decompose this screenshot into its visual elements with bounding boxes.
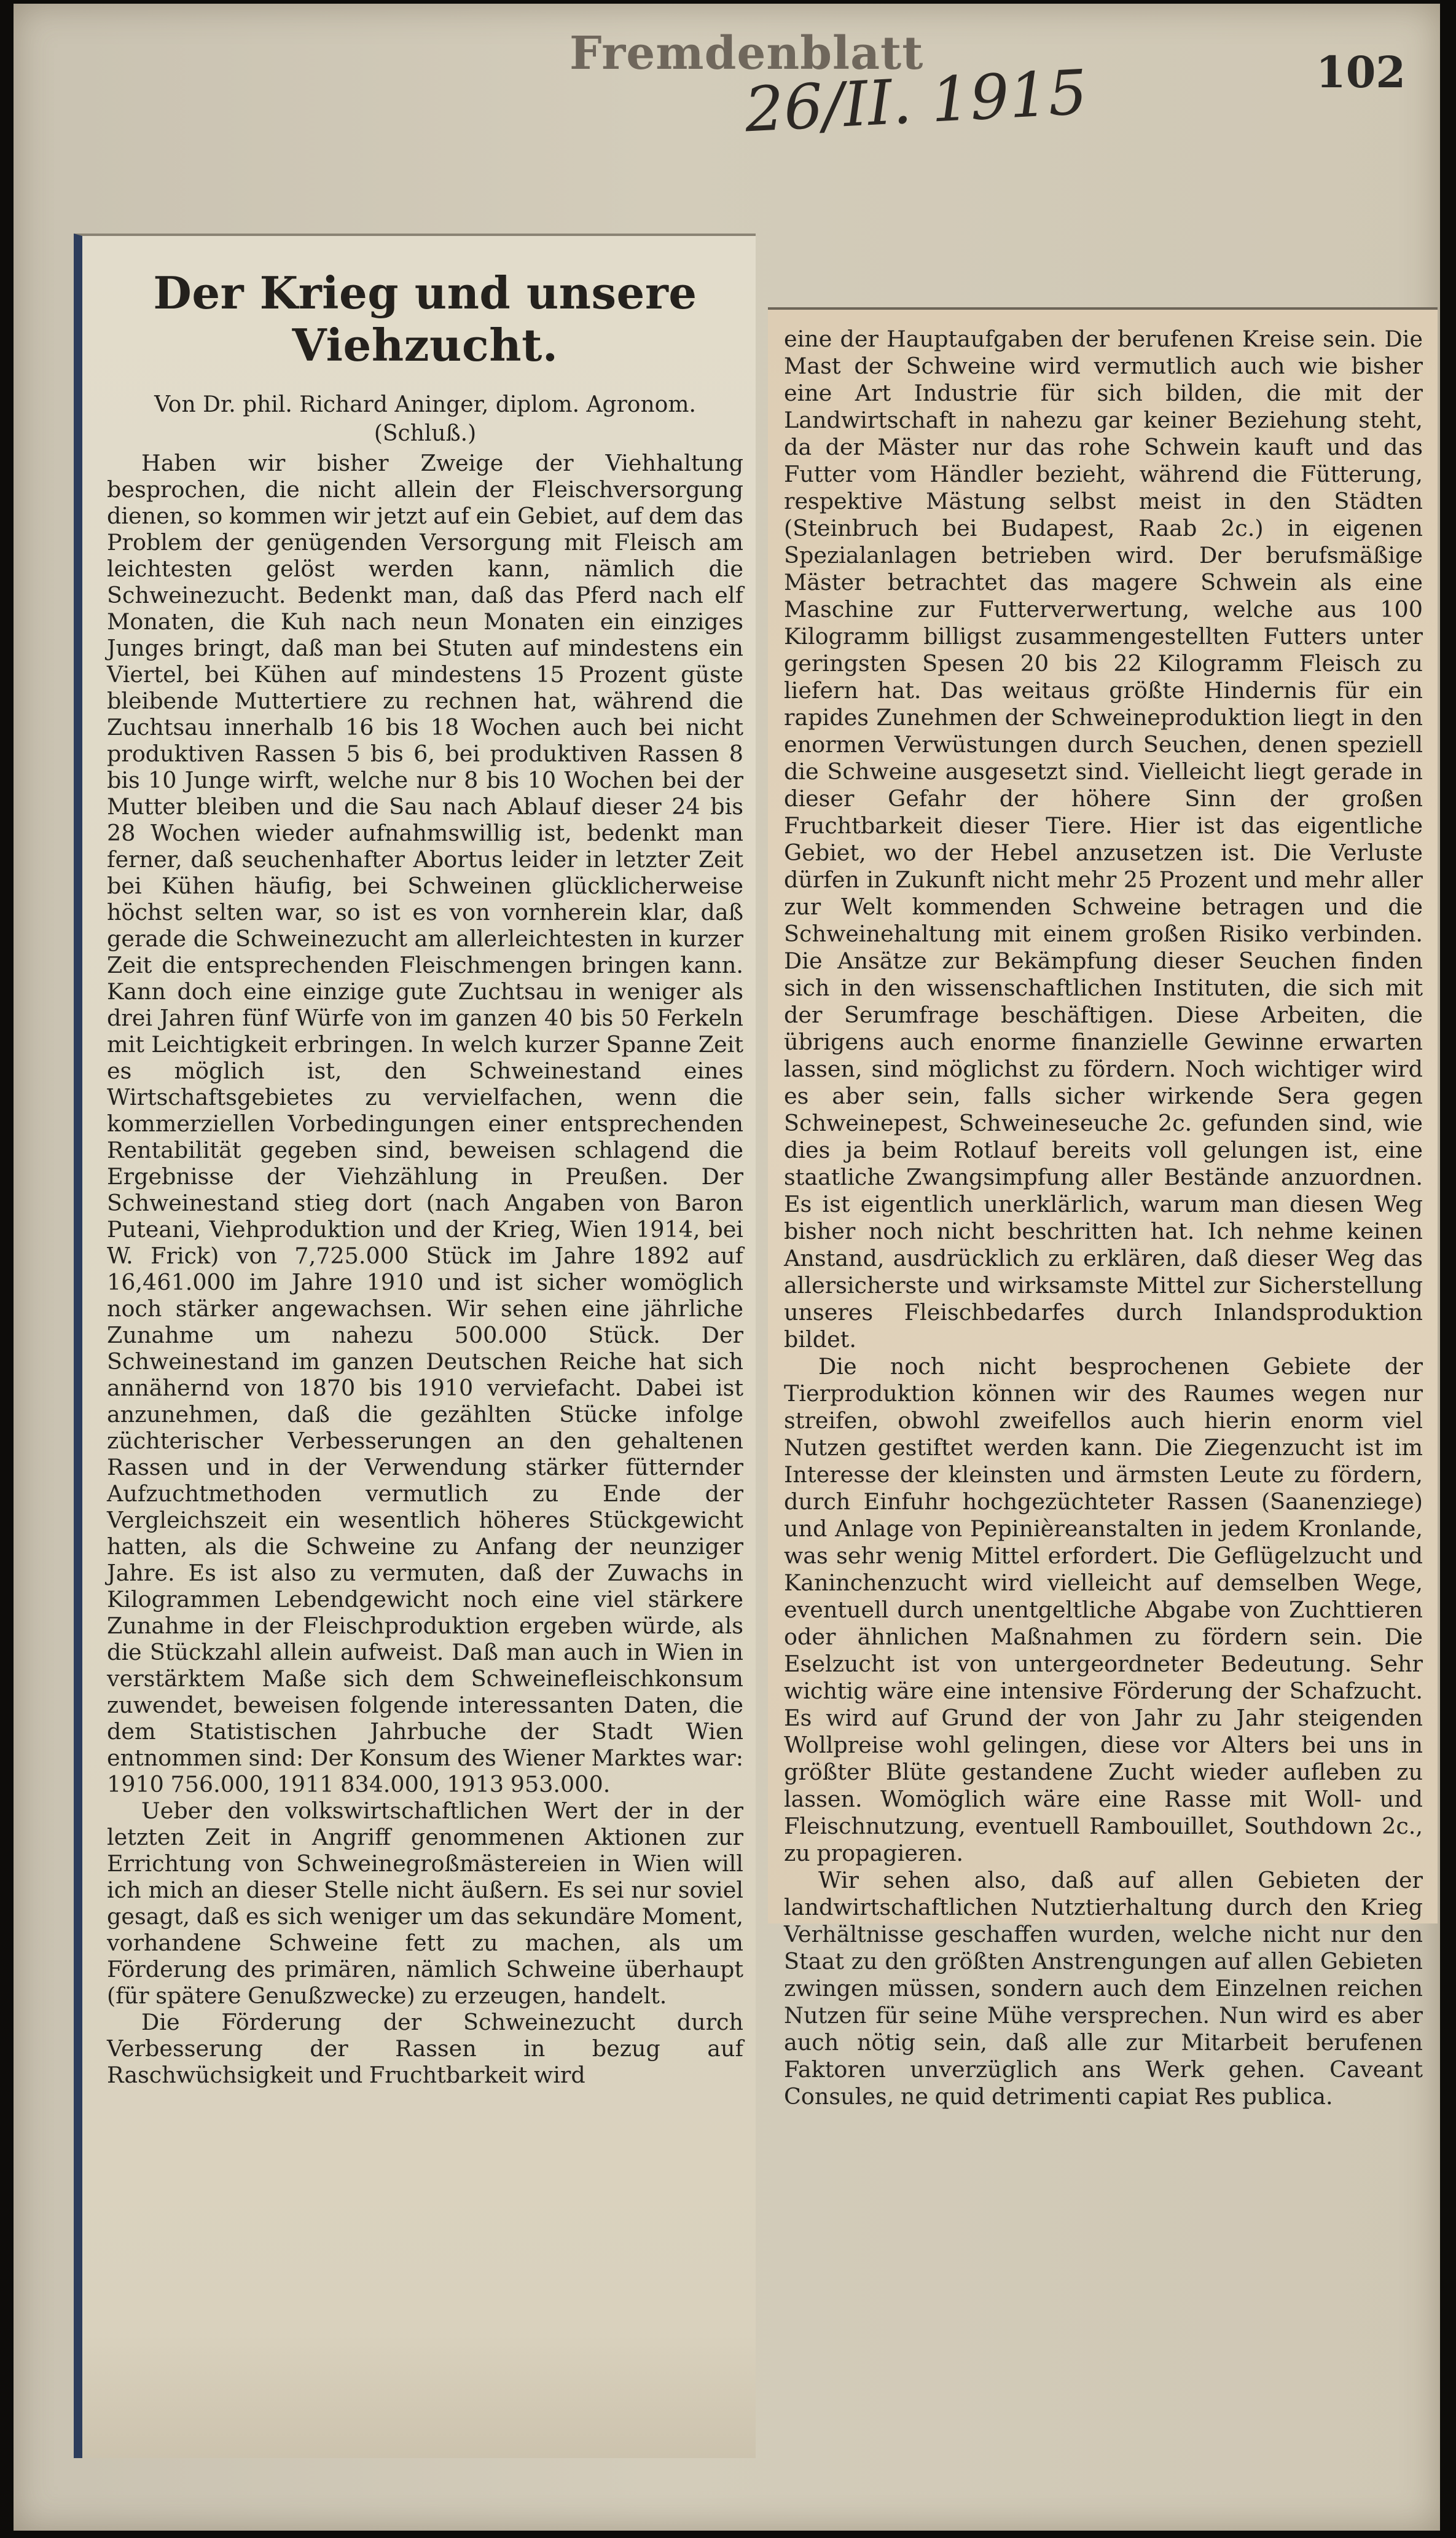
paragraph: Die Förderung der Schweinezucht durch Verbesserung der Rassen in bezug auf Raschwüchsigkeit und Fruchtbarkeit wird <box>107 2009 743 2088</box>
article-byline: Von Dr. phil. Richard Aninger, diplom. Agronom. <box>154 392 696 417</box>
article-title: Der Krieg und unsere Viehzucht. <box>153 267 697 371</box>
handwritten-date: 26/II. 1915 <box>743 56 1089 146</box>
paragraph: Ueber den volkswirtschaftlichen Wert der in der letzten Zeit in Angriff genommenen Aktionen zur Errichtung von Schweinegroßmästereien in Wien will ich mich an dieser Stelle nicht äußern. Es sei nur soviel gesagt, daß es sich weniger um das sekundäre Moment, vorhandene Schweine fett zu machen, als um Förderung des primären, nämlich Schweine überhaupt (für spätere Genußzwecke) zu erzeugen, handelt. <box>107 1797 743 2009</box>
clipping-right <box>768 307 1438 2110</box>
paper-shade <box>82 2335 756 2458</box>
paragraph: Wir sehen also, daß auf allen Gebieten der landwirtschaftlichen Nutztierhaltung durch den Krieg Verhältnisse geschaffen wurden, welche nicht nur den Staat zu den größten Anstrengungen auf allen Gebieten zwingen müssen, sondern auch dem Einzelnen reichen Nutzen für seine Mühe versprechen. Nun wird es aber auch nötig sein, daß alle zur Mitarbeit berufenen Faktoren unverzüglich ans Werk gehen. Caveant Consules, ne quid detrimenti capiat Res publica. <box>784 1867 1423 2110</box>
continuation-note: (Schluß.) <box>374 421 477 446</box>
paragraph: Haben wir bisher Zweige der Viehhaltung besprochen, die nicht allein der Fleischversorgung dienen, so kommen wir jetzt auf ein Gebiet, auf dem das Problem der genügenden Versorgung mit Fleisch am leichtesten gelöst werden kann, nämlich die Schweinezucht. Bedenkt man, daß das Pferd nach elf Monaten, die Kuh nach neun Monaten ein einziges Junges bringt, daß man bei Stuten auf mindestens ein Viertel, bei Kühen auf mindestens 15 Prozent güste bleibende Muttertiere zu rechnen hat, während die Zuchtsau innerhalb 16 bis 18 Wochen auch bei nicht produktiven Rassen 5 bis 6, bei produktiven Rassen 8 bis 10 Junge wirft, welche nur 8 bis 10 Wochen bei der Mutter bleiben und die Sau nach Ablauf dieser 24 bis 28 Wochen wieder aufnahmswillig ist, bedenkt man ferner, daß seuchenhafter Abortus leider in letzter Zeit bei Kühen häufig, bei Schweinen glücklicherweise höchst selten war, so ist es von vornherein klar, daß gerade die Schweinezucht am allerleichtesten in kurzer Zeit die entsprechenden Fleischmengen bringen kann. Kann doch eine einzige gute Zuchtsau in weniger als drei Jahren fünf Würfe von im ganzen 40 bis 50 Ferkeln mit Leichtigkeit erbringen. In welch kurzer Spanne Zeit es möglich ist, den Schweinestand eines Wirtschaftsgebietes zu vervielfachen, wenn die kommerziellen Vorbedingungen einer entsprechenden Rentabilität gegeben sind, beweisen schlagend die Ergebnisse der Viehzählung in Preußen. Der Schweinestand stieg dort (nach Angaben von Baron Puteani, Viehproduktion und der Krieg, Wien 1914, bei W. Frick) von 7,725.000 Stück im Jahre 1892 auf 16,461.000 im Jahre 1910 und ist sicher womöglich noch stärker angewachsen. Wir sehen eine jährliche Zunahme um nahezu 500.000 Stück. Der Schweinestand im ganzen Deutschen Reiche hat sich annähernd von 1870 bis 1910 verviefacht. Dabei ist anzunehmen, daß die gezählten Stücke infolge züchterischer Verbesserungen an den gehaltenen Rassen und in der Verwendung stärker fütternder Aufzuchtmethoden vermutlich zu Ende der Vergleichszeit ein wesentlich höheres Stückgewicht hatten, als die Schweine zu Anfang der neunziger Jahre. Es ist also zu vermuten, daß der Zuwachs in Kilogrammen Lebendgewicht noch eine viel stärkere Zunahme in der Fleischproduktion ergeben würde, als die Stückzahl allein aufweist. Daß man auch in Wien in verstärktem Maße sich dem Schweinefleischkonsum zuwendet, beweisen folgende interessanten Daten, die dem Statistischen Jahrbuche der Stadt Wien entnommen sind: Der Konsum des Wiener Marktes war: 1910 756.000, 1911 834.000, 1913 953.000. <box>107 450 743 1797</box>
paragraph: Die noch nicht besprochenen Gebiete der Tierproduktion können wir des Raumes wegen nur streifen, obwohl zweifellos auch hierin enorm viel Nutzen gestiftet werden kann. Die Ziegenzucht ist im Interesse der kleinsten und ärmsten Leute zu fördern, durch Einfuhr hochgezüchteter Rassen (Saanenziege) und Anlage von Pepinièreanstalten in jedem Kronlande, was sehr wenig Mittel erfordert. Die Geflügelzucht und Kaninchenzucht wird vielleicht auf demselben Wege, eventuell durch unentgeltliche Abgabe von Zuchttieren oder ähnlichen Maßnahmen zu fördern sein. Die Eselzucht ist von untergeordneter Bedeutung. Sehr wichtig wäre eine intensive Förderung der Schafzucht. Es wird auf Grund der von Jahr zu Jahr steigenden Wollpreise wohl gelingen, diese vor Alters bei uns in größter Blüte gestandene Zucht wieder aufleben zu lassen. Womöglich wäre eine Rasse mit Woll- und Fleischnutzung, eventuell Rambouillet, Southdown 2c., zu propagieren. <box>784 1353 1423 1866</box>
newspaper-stamp: Fremdenblatt <box>569 27 924 80</box>
clipping-left <box>74 234 756 2458</box>
paragraph: eine der Hauptaufgaben der berufenen Kreise sein. Die Mast der Schweine wird vermutlich auch wie bisher eine Art Industrie für sich bilden, die mit der Landwirtschaft in nahezu gar keiner Beziehung steht, da der Mäster nur das rohe Schwein kauft und das Futter vom Händler bezieht, während die Fütterung, respektive Mästung selbst meist in den Städten (Steinbruch bei Budapest, Raab 2c.) in eigenen Spezialanlagen betrieben wird. Der berufsmäßige Mäster betrachtet das magere Schwein als eine Maschine zur Futterverwertung, welche aus 100 Kilogramm billigst zusammengestellten Futters unter geringsten Spesen 20 bis 22 Kilogramm Fleisch zu liefern hat. Das weitaus größte Hindernis für ein rapides Zunehmen der Schweineproduktion liegt in den enormen Verwüstungen durch Seuchen, denen speziell die Schweine ausgesetzt sind. Vielleicht liegt gerade in dieser Gefahr der höhere Sinn der großen Fruchtbarkeit dieser Tiere. Hier ist das eigentliche Gebiet, wo der Hebel anzusetzen ist. Die Verluste dürfen in Zukunft nicht mehr 25 Prozent und mehr aller zur Welt kommenden Schweine betragen und die Schweinehaltung mit einem großen Risiko verbinden. Die Ansätze zur Bekämpfung dieser Seuchen finden sich in den wissenschaftlichen Instituten, die sich mit der Serumfrage beschäftigen. Diese Arbeiten, die übrigens auch enorme finanzielle Gewinne erwarten lassen, sind möglichst zu fördern. Noch wichtiger wird es aber sein, falls sicher wirkende Sera gegen Schweinepest, Schweineseuche 2c. gefunden sind, wie dies ja beim Rotlauf bereits voll gelungen ist, eine staatliche Zwangsimpfung aller Bestände anzuordnen. Es ist eigentlich unerklärlich, warum man diesen Weg bisher noch nicht beschritten hat. Ich nehme keinen Anstand, ausdrücklich zu erklären, daß dieser Weg das allersicherste und wirksamste Mittel zur Sicherstellung unseres Fleischbedarfes durch Inlandsproduktion bildet. <box>784 326 1423 1353</box>
folio-number: 102 <box>1316 47 1406 98</box>
